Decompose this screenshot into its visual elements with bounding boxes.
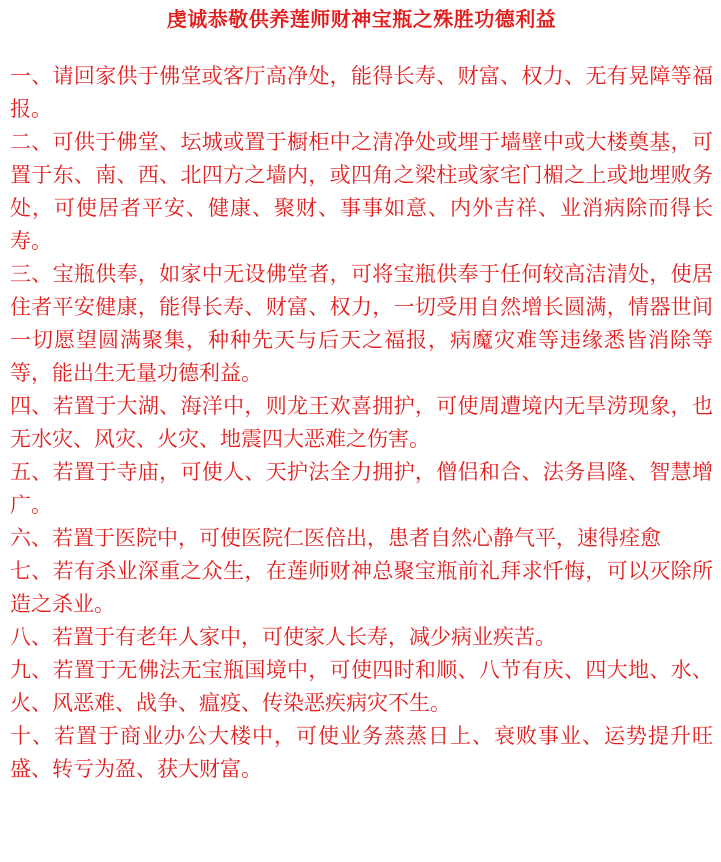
benefit-item-6: 六、若置于医院中，可使医院仁医倍出，患者自然心静气平，速得痊愈 — [10, 526, 661, 550]
benefit-item-3: 三、宝瓶供奉，如家中无设佛堂者，可将宝瓶供奉于任何较高洁清处，使居住者平安健康，能得长寿、财富、权力，一切受用自然增长圆满，情器世间一切愿望圆满聚集，种种先天与后天之福报，病魔灾难等违缘悉皆消除等等，能出生无量功德利益。 — [10, 262, 713, 385]
benefit-item-8: 八、若置于有老年人家中，可使家人长寿，减少病业疾苦。 — [10, 625, 556, 649]
benefits-list — [10, 60, 713, 786]
benefit-item-5: 五、若置于寺庙，可使人、天护法全力拥护，僧侣和合、法务昌隆、智慧增广。 — [10, 460, 713, 517]
benefit-item-4: 四、若置于大湖、海洋中，则龙王欢喜拥护，可使周遭境内无旱涝现象，也无水灾、风灾、火灾、地震四大恶难之伤害。 — [10, 394, 713, 451]
benefit-item-10: 十、若置于商业办公大楼中，可使业务蒸蒸日上、衰败事业、运势提升旺盛、转亏为盈、获大财富。 — [10, 724, 713, 781]
benefit-item-7: 七、若有杀业深重之众生，在莲师财神总聚宝瓶前礼拜求忏悔，可以灭除所造之杀业。 — [10, 559, 713, 616]
benefit-item-9: 九、若置于无佛法无宝瓶国境中，可使四时和顺、八节有庆、四大地、水、火、风恶难、战争、瘟疫、传染恶疾病灾不生。 — [10, 658, 713, 715]
benefit-item-1: 一、请回家供于佛堂或客厅高净处，能得长寿、财富、权力、无有晃障等福报。 — [10, 64, 713, 121]
page-title: 虔诚恭敬供养莲师财神宝瓶之殊胜功德利益 — [166, 7, 557, 31]
benefit-item-2: 二、可供于佛堂、坛城或置于橱柜中之清净处或埋于墙壁中或大楼奠基，可置于东、南、西、北四方之墙内，或四角之梁柱或家宅门楣之上或地埋败务处，可使居者平安、健康、聚财、事事如意、内外吉祥、业消病除而得长寿。 — [10, 130, 713, 253]
